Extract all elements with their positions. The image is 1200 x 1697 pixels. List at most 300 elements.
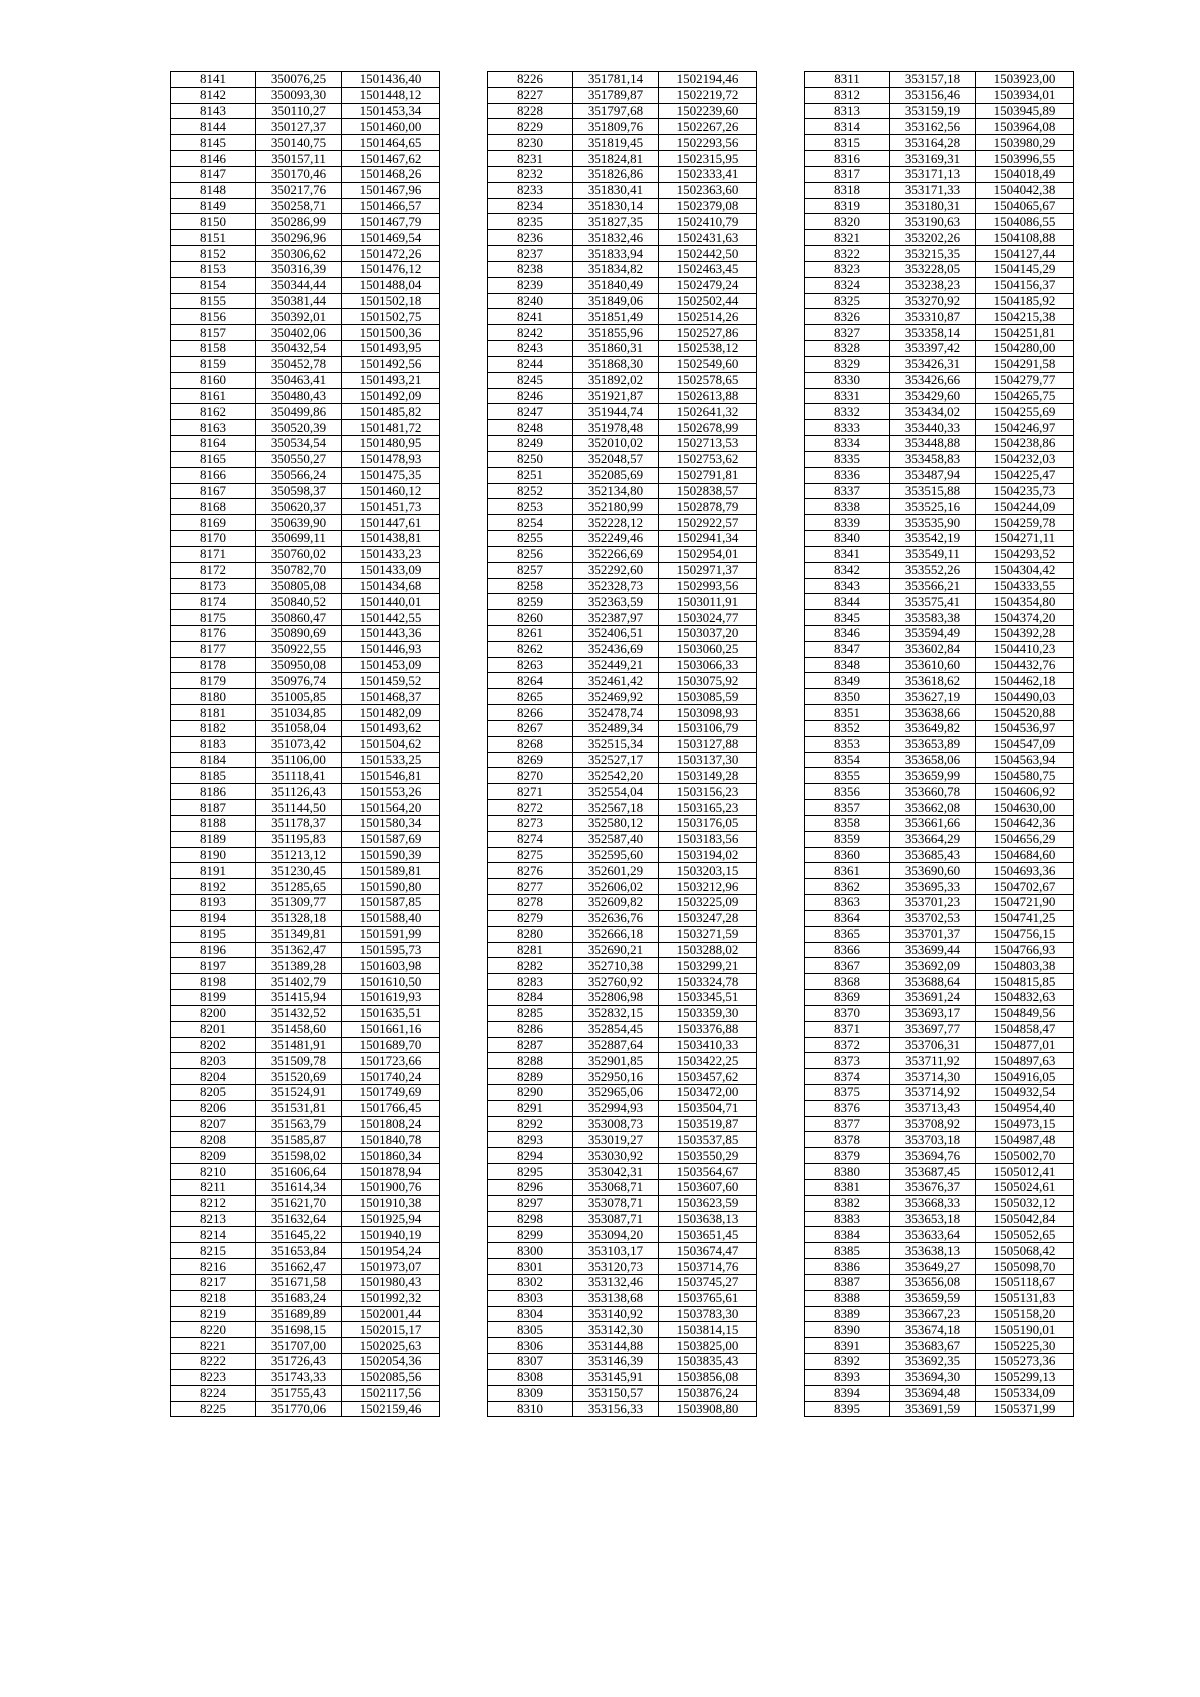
x-coordinate-cell: 353649,27	[890, 1259, 976, 1275]
x-coordinate-cell: 353638,66	[890, 705, 976, 721]
table-row	[171, 214, 440, 230]
x-coordinate-cell: 351662,47	[256, 1259, 342, 1275]
table-row	[805, 214, 1074, 230]
y-coordinate-cell: 1504536,97	[976, 720, 1074, 736]
y-coordinate-cell: 1504127,44	[976, 246, 1074, 262]
x-coordinate-cell: 353238,23	[890, 277, 976, 293]
y-coordinate-cell: 1502641,32	[659, 404, 757, 420]
point-number-cell: 8274	[488, 831, 573, 847]
table-row	[805, 578, 1074, 594]
y-coordinate-cell: 1501533,25	[342, 752, 440, 768]
y-coordinate-cell: 1504156,37	[976, 277, 1074, 293]
y-coordinate-cell: 1503519,87	[659, 1116, 757, 1132]
y-coordinate-cell: 1503165,23	[659, 800, 757, 816]
x-coordinate-cell: 350534,54	[256, 436, 342, 452]
x-coordinate-cell: 353692,35	[890, 1354, 976, 1370]
x-coordinate-cell: 352328,73	[573, 578, 659, 594]
table-row	[805, 673, 1074, 689]
point-number-cell: 8154	[171, 277, 256, 293]
table-row	[488, 641, 757, 657]
x-coordinate-cell: 352010,02	[573, 436, 659, 452]
x-coordinate-cell: 353610,60	[890, 657, 976, 673]
x-coordinate-cell: 353150,57	[573, 1385, 659, 1401]
point-number-cell: 8375	[805, 1085, 890, 1101]
table-row	[171, 531, 440, 547]
y-coordinate-cell: 1504238,86	[976, 436, 1074, 452]
point-number-cell: 8386	[805, 1259, 890, 1275]
point-number-cell: 8377	[805, 1116, 890, 1132]
table-row	[805, 831, 1074, 847]
y-coordinate-cell: 1504462,18	[976, 673, 1074, 689]
y-coordinate-cell: 1501468,26	[342, 166, 440, 182]
x-coordinate-cell: 352832,15	[573, 1005, 659, 1021]
point-number-cell: 8311	[805, 72, 890, 88]
x-coordinate-cell: 350392,01	[256, 309, 342, 325]
x-coordinate-cell: 351614,34	[256, 1179, 342, 1195]
y-coordinate-cell: 1502993,56	[659, 578, 757, 594]
point-number-cell: 8302	[488, 1274, 573, 1290]
x-coordinate-cell: 352228,12	[573, 515, 659, 531]
y-coordinate-cell: 1504333,55	[976, 578, 1074, 594]
point-number-cell: 8305	[488, 1322, 573, 1338]
x-coordinate-cell: 351415,94	[256, 990, 342, 1006]
table-row	[805, 910, 1074, 926]
table-row	[488, 277, 757, 293]
x-coordinate-cell: 351402,79	[256, 974, 342, 990]
table-row	[805, 1037, 1074, 1053]
table-row	[488, 1021, 757, 1037]
point-number-cell: 8293	[488, 1132, 573, 1148]
table-row	[488, 1274, 757, 1290]
table-row	[171, 1290, 440, 1306]
y-coordinate-cell: 1503176,05	[659, 815, 757, 831]
x-coordinate-cell: 353664,29	[890, 831, 976, 847]
table-row	[171, 467, 440, 483]
table-row	[805, 483, 1074, 499]
point-number-cell: 8382	[805, 1195, 890, 1211]
point-number-cell: 8236	[488, 230, 573, 246]
x-coordinate-cell: 353515,88	[890, 483, 976, 499]
y-coordinate-cell: 1504410,23	[976, 641, 1074, 657]
table-row	[488, 752, 757, 768]
x-coordinate-cell: 351833,94	[573, 246, 659, 262]
x-coordinate-cell: 351520,69	[256, 1069, 342, 1085]
point-number-cell: 8320	[805, 214, 890, 230]
x-coordinate-cell: 350093,30	[256, 87, 342, 103]
x-coordinate-cell: 351432,52	[256, 1005, 342, 1021]
table-row	[805, 436, 1074, 452]
table-row	[805, 1243, 1074, 1259]
point-number-cell: 8217	[171, 1274, 256, 1290]
point-number-cell: 8276	[488, 863, 573, 879]
table-row	[171, 800, 440, 816]
x-coordinate-cell: 351860,31	[573, 341, 659, 357]
point-number-cell: 8252	[488, 483, 573, 499]
x-coordinate-cell: 351698,15	[256, 1322, 342, 1338]
point-number-cell: 8213	[171, 1211, 256, 1227]
table-row	[805, 119, 1074, 135]
y-coordinate-cell: 1501587,69	[342, 831, 440, 847]
y-coordinate-cell: 1504815,85	[976, 974, 1074, 990]
x-coordinate-cell: 351195,83	[256, 831, 342, 847]
x-coordinate-cell: 351809,76	[573, 119, 659, 135]
y-coordinate-cell: 1504520,88	[976, 705, 1074, 721]
table-row	[488, 151, 757, 167]
x-coordinate-cell: 350480,43	[256, 388, 342, 404]
x-coordinate-cell: 353215,35	[890, 246, 976, 262]
table-row	[171, 895, 440, 911]
y-coordinate-cell: 1504932,54	[976, 1085, 1074, 1101]
point-number-cell: 8202	[171, 1037, 256, 1053]
table-row	[171, 72, 440, 88]
table-row	[171, 293, 440, 309]
y-coordinate-cell: 1503271,59	[659, 926, 757, 942]
point-number-cell: 8381	[805, 1179, 890, 1195]
table-row	[171, 1401, 440, 1417]
point-number-cell: 8328	[805, 341, 890, 357]
y-coordinate-cell: 1504280,00	[976, 341, 1074, 357]
point-number-cell: 8268	[488, 736, 573, 752]
table-row	[488, 863, 757, 879]
table-row	[171, 515, 440, 531]
table-row	[488, 784, 757, 800]
y-coordinate-cell: 1502838,57	[659, 483, 757, 499]
point-number-cell: 8349	[805, 673, 890, 689]
y-coordinate-cell: 1501440,01	[342, 594, 440, 610]
y-coordinate-cell: 1504877,01	[976, 1037, 1074, 1053]
point-number-cell: 8298	[488, 1211, 573, 1227]
x-coordinate-cell: 351830,14	[573, 198, 659, 214]
point-number-cell: 8358	[805, 815, 890, 831]
point-number-cell: 8272	[488, 800, 573, 816]
y-coordinate-cell: 1504246,97	[976, 420, 1074, 436]
table-row	[488, 499, 757, 515]
table-row	[488, 689, 757, 705]
y-coordinate-cell: 1503934,01	[976, 87, 1074, 103]
x-coordinate-cell: 353633,64	[890, 1227, 976, 1243]
point-number-cell: 8357	[805, 800, 890, 816]
x-coordinate-cell: 352542,20	[573, 768, 659, 784]
y-coordinate-cell: 1501466,57	[342, 198, 440, 214]
point-number-cell: 8281	[488, 942, 573, 958]
x-coordinate-cell: 353653,18	[890, 1211, 976, 1227]
y-coordinate-cell: 1505012,41	[976, 1164, 1074, 1180]
y-coordinate-cell: 1501492,09	[342, 388, 440, 404]
x-coordinate-cell: 352387,97	[573, 610, 659, 626]
x-coordinate-cell: 350520,39	[256, 420, 342, 436]
y-coordinate-cell: 1504954,40	[976, 1100, 1074, 1116]
x-coordinate-cell: 353691,59	[890, 1401, 976, 1417]
y-coordinate-cell: 1505371,99	[976, 1401, 1074, 1417]
point-number-cell: 8310	[488, 1401, 573, 1417]
point-number-cell: 8157	[171, 325, 256, 341]
y-coordinate-cell: 1502025,63	[342, 1338, 440, 1354]
y-coordinate-cell: 1501438,81	[342, 531, 440, 547]
table-row	[488, 1132, 757, 1148]
table-row	[171, 990, 440, 1006]
y-coordinate-cell: 1501467,79	[342, 214, 440, 230]
y-coordinate-cell: 1502117,56	[342, 1385, 440, 1401]
y-coordinate-cell: 1501481,72	[342, 420, 440, 436]
table-row	[805, 531, 1074, 547]
table-row	[171, 341, 440, 357]
x-coordinate-cell: 353030,92	[573, 1148, 659, 1164]
table-row	[171, 910, 440, 926]
table-row	[805, 404, 1074, 420]
y-coordinate-cell: 1501453,09	[342, 657, 440, 673]
point-number-cell: 8336	[805, 467, 890, 483]
table-row	[805, 594, 1074, 610]
table-row	[171, 673, 440, 689]
table-row	[171, 879, 440, 895]
x-coordinate-cell: 353157,18	[890, 72, 976, 88]
table-row	[488, 974, 757, 990]
x-coordinate-cell: 353687,45	[890, 1164, 976, 1180]
point-number-cell: 8169	[171, 515, 256, 531]
x-coordinate-cell: 350402,06	[256, 325, 342, 341]
point-number-cell: 8240	[488, 293, 573, 309]
point-number-cell: 8173	[171, 578, 256, 594]
x-coordinate-cell: 351921,87	[573, 388, 659, 404]
y-coordinate-cell: 1505042,84	[976, 1211, 1074, 1227]
table-row	[805, 1164, 1074, 1180]
table-row	[488, 578, 757, 594]
y-coordinate-cell: 1503623,59	[659, 1195, 757, 1211]
x-coordinate-cell: 352180,99	[573, 499, 659, 515]
x-coordinate-cell: 351285,65	[256, 879, 342, 895]
point-number-cell: 8355	[805, 768, 890, 784]
x-coordinate-cell: 351362,47	[256, 942, 342, 958]
x-coordinate-cell: 352580,12	[573, 815, 659, 831]
table-row	[488, 515, 757, 531]
table-row	[171, 863, 440, 879]
table-row	[805, 974, 1074, 990]
point-number-cell: 8319	[805, 198, 890, 214]
y-coordinate-cell: 1503825,00	[659, 1338, 757, 1354]
table-row	[488, 230, 757, 246]
point-number-cell: 8282	[488, 958, 573, 974]
table-row	[805, 1211, 1074, 1227]
table-row	[171, 752, 440, 768]
table-row	[488, 546, 757, 562]
x-coordinate-cell: 352085,69	[573, 467, 659, 483]
point-number-cell: 8354	[805, 752, 890, 768]
y-coordinate-cell: 1502613,88	[659, 388, 757, 404]
y-coordinate-cell: 1503856,08	[659, 1369, 757, 1385]
table-row	[805, 420, 1074, 436]
x-coordinate-cell: 353658,06	[890, 752, 976, 768]
table-row	[805, 1259, 1074, 1275]
point-number-cell: 8238	[488, 261, 573, 277]
y-coordinate-cell: 1502001,44	[342, 1306, 440, 1322]
y-coordinate-cell: 1501878,94	[342, 1164, 440, 1180]
x-coordinate-cell: 352048,57	[573, 451, 659, 467]
x-coordinate-cell: 352469,92	[573, 689, 659, 705]
point-number-cell: 8247	[488, 404, 573, 420]
y-coordinate-cell: 1502015,17	[342, 1322, 440, 1338]
y-coordinate-cell: 1503835,43	[659, 1354, 757, 1370]
y-coordinate-cell: 1503765,61	[659, 1290, 757, 1306]
x-coordinate-cell: 351126,43	[256, 784, 342, 800]
point-number-cell: 8225	[171, 1401, 256, 1417]
x-coordinate-cell: 351892,02	[573, 372, 659, 388]
x-coordinate-cell: 351851,49	[573, 309, 659, 325]
point-number-cell: 8152	[171, 246, 256, 262]
point-number-cell: 8248	[488, 420, 573, 436]
table-row	[488, 815, 757, 831]
point-number-cell: 8148	[171, 182, 256, 198]
table-row	[488, 451, 757, 467]
table-row	[805, 847, 1074, 863]
point-number-cell: 8249	[488, 436, 573, 452]
x-coordinate-cell: 353138,68	[573, 1290, 659, 1306]
table-row	[805, 499, 1074, 515]
point-number-cell: 8308	[488, 1369, 573, 1385]
y-coordinate-cell: 1504018,49	[976, 166, 1074, 182]
point-number-cell: 8315	[805, 135, 890, 151]
table-row	[805, 1274, 1074, 1290]
table-row	[488, 198, 757, 214]
y-coordinate-cell: 1501460,00	[342, 119, 440, 135]
x-coordinate-cell: 351509,78	[256, 1053, 342, 1069]
x-coordinate-cell: 353661,66	[890, 815, 976, 831]
x-coordinate-cell: 350110,27	[256, 103, 342, 119]
table-row	[805, 325, 1074, 341]
y-coordinate-cell: 1501433,09	[342, 562, 440, 578]
table-row	[805, 1369, 1074, 1385]
point-number-cell: 8334	[805, 436, 890, 452]
point-number-cell: 8330	[805, 372, 890, 388]
y-coordinate-cell: 1504265,75	[976, 388, 1074, 404]
x-coordinate-cell: 353688,64	[890, 974, 976, 990]
x-coordinate-cell: 352489,34	[573, 720, 659, 736]
table-row	[488, 1227, 757, 1243]
table-row	[805, 151, 1074, 167]
point-number-cell: 8329	[805, 356, 890, 372]
point-number-cell: 8162	[171, 404, 256, 420]
table-row	[805, 182, 1074, 198]
table-row	[805, 625, 1074, 641]
table-row	[488, 879, 757, 895]
x-coordinate-cell: 351230,45	[256, 863, 342, 879]
y-coordinate-cell: 1504304,42	[976, 562, 1074, 578]
y-coordinate-cell: 1504145,29	[976, 261, 1074, 277]
table-row	[805, 261, 1074, 277]
point-number-cell: 8163	[171, 420, 256, 436]
table-row	[171, 594, 440, 610]
x-coordinate-cell: 353156,46	[890, 87, 976, 103]
point-number-cell: 8261	[488, 625, 573, 641]
point-number-cell: 8376	[805, 1100, 890, 1116]
y-coordinate-cell: 1502971,37	[659, 562, 757, 578]
x-coordinate-cell: 353434,02	[890, 404, 976, 420]
point-number-cell: 8359	[805, 831, 890, 847]
point-number-cell: 8194	[171, 910, 256, 926]
x-coordinate-cell: 351819,45	[573, 135, 659, 151]
y-coordinate-cell: 1501468,37	[342, 689, 440, 705]
table-row	[171, 483, 440, 499]
x-coordinate-cell: 351073,42	[256, 736, 342, 752]
table-row	[171, 1195, 440, 1211]
y-coordinate-cell: 1504547,09	[976, 736, 1074, 752]
x-coordinate-cell: 350258,71	[256, 198, 342, 214]
point-number-cell: 8182	[171, 720, 256, 736]
table-row	[805, 1148, 1074, 1164]
x-coordinate-cell: 351389,28	[256, 958, 342, 974]
x-coordinate-cell: 351531,81	[256, 1100, 342, 1116]
y-coordinate-cell: 1504291,58	[976, 356, 1074, 372]
x-coordinate-cell: 353146,39	[573, 1354, 659, 1370]
point-number-cell: 8235	[488, 214, 573, 230]
x-coordinate-cell: 353699,44	[890, 942, 976, 958]
y-coordinate-cell: 1503085,59	[659, 689, 757, 705]
table-row	[488, 594, 757, 610]
table-row	[171, 1369, 440, 1385]
point-number-cell: 8286	[488, 1021, 573, 1037]
point-number-cell: 8395	[805, 1401, 890, 1417]
table-row	[805, 926, 1074, 942]
point-number-cell: 8321	[805, 230, 890, 246]
y-coordinate-cell: 1501925,94	[342, 1211, 440, 1227]
table-row	[805, 1401, 1074, 1417]
table-row	[171, 625, 440, 641]
x-coordinate-cell: 352461,42	[573, 673, 659, 689]
point-number-cell: 8312	[805, 87, 890, 103]
table-row	[805, 293, 1074, 309]
x-coordinate-cell: 350140,75	[256, 135, 342, 151]
x-coordinate-cell: 352901,85	[573, 1053, 659, 1069]
table-row	[488, 1037, 757, 1053]
x-coordinate-cell: 351106,00	[256, 752, 342, 768]
table-row	[805, 1053, 1074, 1069]
table-row	[805, 958, 1074, 974]
point-number-cell: 8393	[805, 1369, 890, 1385]
x-coordinate-cell: 353144,88	[573, 1338, 659, 1354]
point-number-cell: 8352	[805, 720, 890, 736]
table-row	[171, 1085, 440, 1101]
table-row	[488, 1053, 757, 1069]
y-coordinate-cell: 1503345,51	[659, 990, 757, 1006]
x-coordinate-cell: 351832,46	[573, 230, 659, 246]
table-row	[171, 578, 440, 594]
table-row	[805, 1227, 1074, 1243]
x-coordinate-cell: 351683,24	[256, 1290, 342, 1306]
y-coordinate-cell: 1504580,75	[976, 768, 1074, 784]
point-number-cell: 8385	[805, 1243, 890, 1259]
y-coordinate-cell: 1502527,86	[659, 325, 757, 341]
table-row	[171, 1069, 440, 1085]
y-coordinate-cell: 1501589,81	[342, 863, 440, 879]
x-coordinate-cell: 353659,99	[890, 768, 976, 784]
y-coordinate-cell: 1503651,45	[659, 1227, 757, 1243]
table-row	[488, 1100, 757, 1116]
x-coordinate-cell: 353171,33	[890, 182, 976, 198]
point-number-cell: 8222	[171, 1354, 256, 1370]
point-number-cell: 8343	[805, 578, 890, 594]
point-number-cell: 8323	[805, 261, 890, 277]
x-coordinate-cell: 352806,98	[573, 990, 659, 1006]
table-row	[488, 610, 757, 626]
x-coordinate-cell: 353426,31	[890, 356, 976, 372]
point-number-cell: 8335	[805, 451, 890, 467]
y-coordinate-cell: 1501504,62	[342, 736, 440, 752]
point-number-cell: 8221	[171, 1338, 256, 1354]
table-row	[805, 1322, 1074, 1338]
point-number-cell: 8284	[488, 990, 573, 1006]
y-coordinate-cell: 1501467,62	[342, 151, 440, 167]
y-coordinate-cell: 1504251,81	[976, 325, 1074, 341]
y-coordinate-cell: 1501453,34	[342, 103, 440, 119]
